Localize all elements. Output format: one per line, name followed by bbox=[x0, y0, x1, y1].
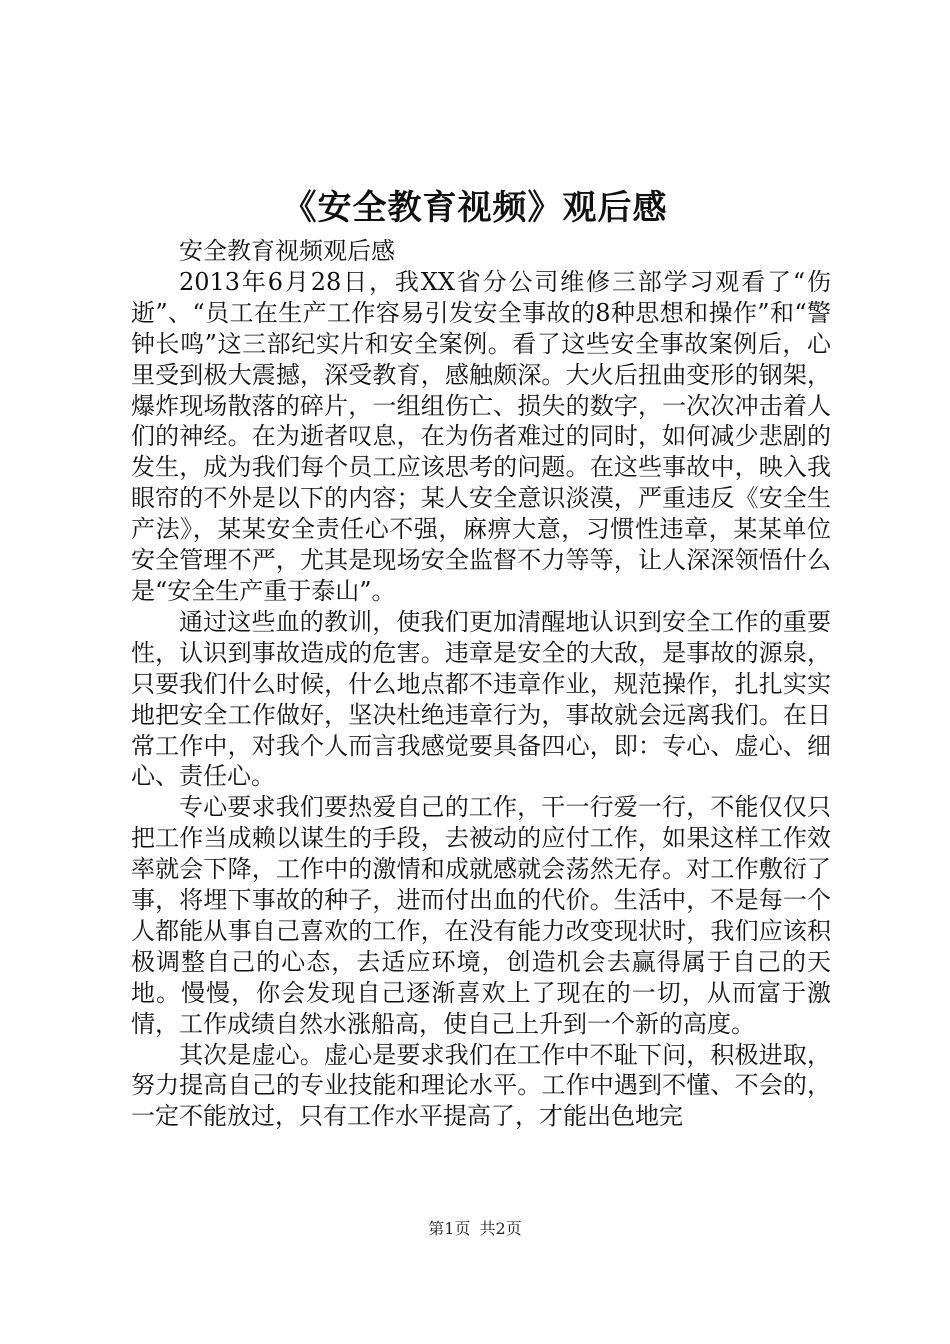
paragraph: 其次是虚心。虚心是要求我们在工作中不耻下问，积极进取，努力提高自己的专业技能和理论水平。工作中遇到不懂、不会的，一定不能放过，只有工作水平提高了，才能出色地完 bbox=[131, 1040, 831, 1131]
paragraph: 2013年6月28日，我XX省分公司维修三部学习观看了“伤逝”、“员工在生产工作容易引发安全事故的8种思想和操作”和“警钟长鸣”这三部纪实片和安全案例。看了这些安全事故案例后，心里受到极大震撼，深受教育，感触颇深。大火后扭曲变形的钢架，爆炸现场散落的碎片，一组组伤亡、损失的数字，一次次冲击着人们的神经。在为逝者叹息，在为伤者难过的同时，如何减少悲剧的发生，成为我们每个员工应该思考的问题。在这些事故中，映入我眼帘的不外是以下的内容；某人安全意识淡漠，严重违反《安全生产法》，某某安全责任心不强，麻痹大意，习惯性违章，某某单位安全管理不严，尤其是现场安全监督不力等等，让人深深领悟什么是“安全生产重于泰山”。 bbox=[131, 267, 831, 605]
paragraph: 通过这些血的教训，使我们更加清醒地认识到安全工作的重要性，认识到事故造成的危害。违章是安全的大敌，是事故的源泉，只要我们什么时候，什么地点都不违章作业，规范操作，扎扎实实地把安全工作做好，坚决杜绝违章行为，事故就会远离我们。在日常工作中，对我个人而言我感觉要具备四心，即：专心、虚心、细心、责任心。 bbox=[131, 607, 831, 791]
page-number: 第1页 bbox=[428, 1219, 471, 1238]
page-footer bbox=[0, 1218, 950, 1240]
document-title: 《安全教育视频》观后感 bbox=[282, 188, 668, 228]
paragraph-subtitle: 安全教育视频观后感 bbox=[179, 237, 395, 265]
paragraph: 专心要求我们要热爱自己的工作，干一行爱一行，不能仅仅只把工作当成赖以谋生的手段，去被动的应付工作，如果这样工作效率就会下降，工作中的激情和成就感就会荡然无存。对工作敷衍了事，将埋下事故的种子，进而付出血的代价。生活中，不是每一个人都能从事自己喜欢的工作，在没有能力改变现状时，我们应该积极调整自己的心态，去适应环境，创造机会去赢得属于自己的天地。慢慢，你会发现自己逐渐喜欢上了现在的一切，从而富于激情，工作成绩自然水涨船高，使自己上升到一个新的高度。 bbox=[131, 793, 831, 1038]
page-count: 共2页 bbox=[479, 1219, 522, 1238]
document-body bbox=[131, 236, 831, 1132]
